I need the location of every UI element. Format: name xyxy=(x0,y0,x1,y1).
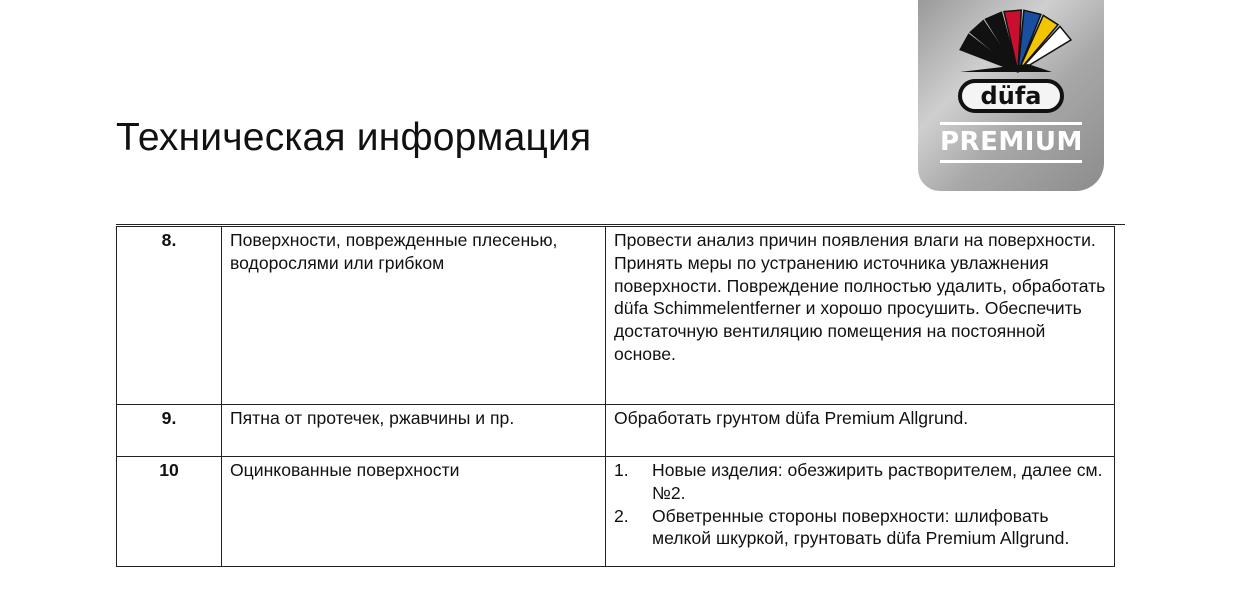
row-number: 10 xyxy=(117,457,222,567)
action-cell xyxy=(606,457,1115,567)
logo-tier: PREMIUM xyxy=(940,127,1083,157)
list-item xyxy=(614,459,1106,505)
header-rule xyxy=(116,224,1125,225)
page-title: Техническая информация xyxy=(116,116,592,159)
steps-list xyxy=(614,459,1106,550)
action-cell: Обработать грунтом düfa Premium Allgrund. xyxy=(606,405,1115,457)
brand-logo xyxy=(918,0,1104,191)
surface-cell: Оцинкованные поверхности xyxy=(222,457,606,567)
table-row xyxy=(117,227,1115,405)
color-fan-icon xyxy=(918,0,1104,80)
logo-divider-bottom xyxy=(940,160,1082,163)
surface-cell: Поверхности, поврежденные плесенью, водорослями или грибком xyxy=(222,227,606,405)
list-item-number: 1. xyxy=(614,460,629,480)
row-number: 9. xyxy=(117,405,222,457)
table-row xyxy=(117,405,1115,457)
row-number: 8. xyxy=(117,227,222,405)
list-item xyxy=(614,505,1106,551)
table-row xyxy=(117,457,1115,567)
list-item-text: Обветренные стороны поверхности: шлифовать мелкой шкуркой, грунтовать düfa Premium Allgrund. xyxy=(652,505,1070,549)
info-table xyxy=(116,226,1115,567)
logo-divider-top xyxy=(940,122,1082,125)
list-item-text: Новые изделия: обезжирить растворителем, далее см. №2. xyxy=(652,460,1103,503)
list-item-number: 2. xyxy=(614,505,629,526)
action-cell: Провести анализ причин появления влаги на поверхности. Принять меры по устранению источника увлажнения поверхности. Повреждение полностью удалить, обработать düfa Schimmelentferner и хорошо просушить. Обеспечить достаточную вентиляцию помещения на постоянной основе. xyxy=(606,227,1115,405)
logo-wordmark: düfa xyxy=(958,79,1064,113)
surface-cell: Пятна от протечек, ржавчины и пр. xyxy=(222,405,606,457)
